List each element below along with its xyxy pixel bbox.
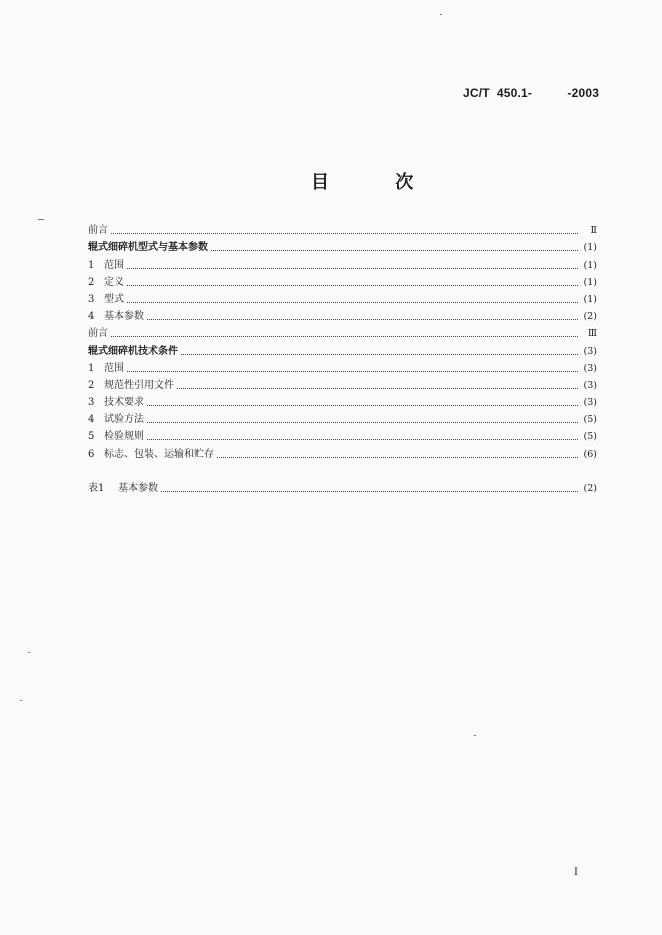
toc-part1 xyxy=(88,220,597,323)
toc-entry-part2-title[interactable] xyxy=(88,340,597,357)
toc-leader xyxy=(217,456,578,458)
table-of-contents xyxy=(88,220,597,495)
toc-entry-part2-test-methods[interactable] xyxy=(88,409,597,426)
toc-entry-number: 3 xyxy=(88,293,95,305)
toc-entry-label: 规范性引用文件 xyxy=(104,379,174,391)
toc-leader xyxy=(147,318,578,320)
toc-entry-part1-parameters[interactable] xyxy=(88,306,597,323)
toc-leader xyxy=(181,353,578,355)
toc-leader xyxy=(111,335,578,337)
toc-entry-page: (1) xyxy=(583,242,597,254)
toc-entry-label: 型式 xyxy=(104,293,124,305)
toc-entry-label: 定义 xyxy=(104,276,124,288)
toc-leader xyxy=(111,232,578,234)
toc-entry-number: 3 xyxy=(88,397,95,409)
toc-entry-number: 5 xyxy=(88,431,95,443)
page-number: I xyxy=(574,867,578,878)
toc-entry-label: 范围 xyxy=(104,259,124,271)
scan-speck xyxy=(20,700,22,701)
toc-entry-label: 辊式细碎机技术条件 xyxy=(88,345,178,357)
toc-leader xyxy=(161,490,578,492)
toc-entry-page: (3) xyxy=(583,345,597,357)
toc-leader xyxy=(127,301,578,303)
toc-entry-page: Ⅲ xyxy=(587,328,597,340)
toc-entry-part1-scope[interactable] xyxy=(88,254,597,271)
toc-entry-page: (5) xyxy=(583,431,597,443)
toc-entry-page: (2) xyxy=(583,311,597,323)
scan-speck xyxy=(28,652,30,653)
toc-leader xyxy=(211,249,578,251)
toc-gap xyxy=(88,461,597,478)
toc-entry-number: 1 xyxy=(88,259,95,271)
toc-entry-number: 4 xyxy=(88,311,95,323)
toc-entry-part2-requirements[interactable] xyxy=(88,392,597,409)
toc-entry-part2-scope[interactable] xyxy=(88,358,597,375)
toc-entry-number: 2 xyxy=(88,276,95,288)
toc-entry-number: 6 xyxy=(88,448,95,460)
toc-entry-page: (3) xyxy=(583,379,597,391)
toc-entry-page: (6) xyxy=(583,448,597,460)
toc-entry-label: 基本参数 xyxy=(118,482,158,494)
toc-entry-label: 检验规则 xyxy=(104,431,144,443)
toc-entry-label: 试验方法 xyxy=(104,414,144,426)
toc-entry-label: 技术要求 xyxy=(104,397,144,409)
toc-entry-page: (2) xyxy=(583,482,597,494)
toc-entry-number: 2 xyxy=(88,379,95,391)
toc-entry-label: 范围 xyxy=(104,362,124,374)
toc-entry-part2-marking[interactable] xyxy=(88,443,597,460)
toc-entry-label: 辊式细碎机型式与基本参数 xyxy=(88,242,208,254)
toc-entry-number: 4 xyxy=(88,414,95,426)
toc-entry-part1-definitions[interactable] xyxy=(88,272,597,289)
scan-speck xyxy=(474,735,476,736)
toc-entry-label: 前言 xyxy=(88,328,108,340)
toc-leader xyxy=(127,267,578,269)
toc-entry-table-1[interactable] xyxy=(88,478,597,495)
toc-entry-part2-references[interactable] xyxy=(88,375,597,392)
toc-entry-page: (1) xyxy=(583,259,597,271)
toc-entry-page: Ⅱ xyxy=(590,225,597,237)
toc-leader xyxy=(177,387,578,389)
toc-tables xyxy=(88,478,597,495)
toc-title: 目 次 xyxy=(311,172,444,193)
toc-entry-preface-1[interactable] xyxy=(88,220,597,237)
toc-entry-page: (5) xyxy=(583,414,597,426)
toc-entry-page: (3) xyxy=(583,397,597,409)
toc-entry-label: 基本参数 xyxy=(104,311,144,323)
toc-entry-part2-inspection[interactable] xyxy=(88,426,597,443)
standard-code: JC/T 450.1- -2003 xyxy=(463,86,600,100)
toc-entry-part1-types[interactable] xyxy=(88,289,597,306)
toc-leader xyxy=(147,404,578,406)
scan-speck xyxy=(440,14,442,15)
toc-entry-part1-title[interactable] xyxy=(88,237,597,254)
toc-entry-number: 表1 xyxy=(88,482,105,494)
scan-speck xyxy=(38,219,44,220)
toc-entry-page: (3) xyxy=(583,362,597,374)
toc-entry-preface-2[interactable] xyxy=(88,323,597,340)
toc-leader xyxy=(147,421,578,423)
toc-leader xyxy=(127,370,578,372)
toc-entry-label: 标志、包装、运输和贮存 xyxy=(104,448,214,460)
toc-leader xyxy=(147,438,578,440)
toc-leader xyxy=(127,284,578,286)
toc-entry-number: 1 xyxy=(88,362,95,374)
toc-entry-label: 前言 xyxy=(88,225,108,237)
toc-entry-page: (1) xyxy=(583,293,597,305)
toc-part2 xyxy=(88,323,597,461)
toc-entry-page: (1) xyxy=(583,276,597,288)
